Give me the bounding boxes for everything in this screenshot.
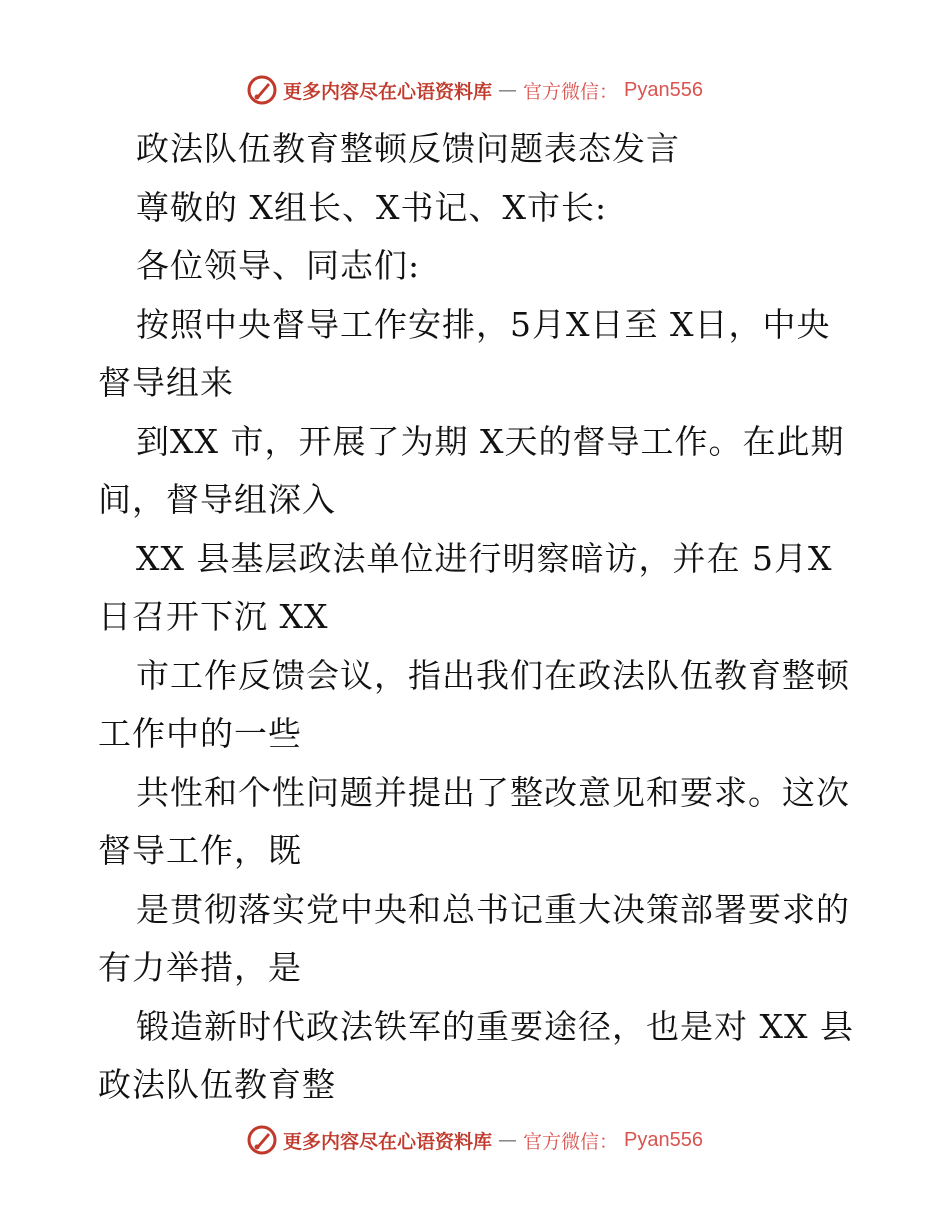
salutation-line: 尊敬的 X组长、X书记、X市长:: [136, 187, 608, 227]
paragraph-line: 到XX 市，开展了为期 X天的督导工作。在此期: [136, 421, 845, 461]
watermark-separator: —: [498, 79, 518, 101]
paragraph-line: 锻造新时代政法铁军的重要途径，也是对 XX 县: [136, 1006, 854, 1046]
footer-watermark: [0, 1120, 950, 1160]
watermark-separator: —: [498, 1129, 518, 1151]
document-body: [98, 120, 858, 1115]
watermark-wechat-id: Pyan556: [624, 1128, 703, 1151]
paragraph-line: 日召开下沉 XX: [98, 597, 329, 636]
watermark-site-text: 更多内容尽在心语资料库: [283, 80, 493, 103]
paragraph-line: 市工作反馈会议，指出我们在政法队伍教育整顿: [136, 655, 850, 695]
document-title: 政法队伍教育整顿反馈问题表态发言: [136, 129, 680, 168]
header-watermark: [0, 70, 950, 110]
paragraph-line: 督导组来: [98, 363, 234, 402]
watermark-label: 官方微信：: [523, 80, 619, 103]
quill-pen-logo-icon: [247, 75, 277, 105]
paragraph-line: 有力举措，是: [98, 948, 302, 987]
paragraph-line: 政法队伍教育整: [98, 1065, 336, 1104]
paragraph-line: 间，督导组深入: [98, 480, 336, 519]
watermark-wechat-id: Pyan556: [624, 78, 703, 101]
paragraph-line: XX 县基层政法单位进行明察暗访，并在 5月X: [136, 538, 833, 578]
watermark-site-text: 更多内容尽在心语资料库: [283, 1130, 493, 1153]
paragraph-line: 共性和个性问题并提出了整改意见和要求。这次: [136, 772, 850, 812]
paragraph-line: 按照中央督导工作安排，5月X日至 X日，中央: [136, 304, 831, 344]
paragraph-line: 是贯彻落实党中央和总书记重大决策部署要求的: [136, 889, 850, 929]
watermark-label: 官方微信：: [523, 1130, 619, 1153]
paragraph-line: 督导工作，既: [98, 831, 302, 870]
quill-pen-logo-icon: [247, 1125, 277, 1155]
paragraph-line: 工作中的一些: [98, 714, 302, 753]
salutation-line: 各位领导、同志们:: [136, 246, 421, 285]
